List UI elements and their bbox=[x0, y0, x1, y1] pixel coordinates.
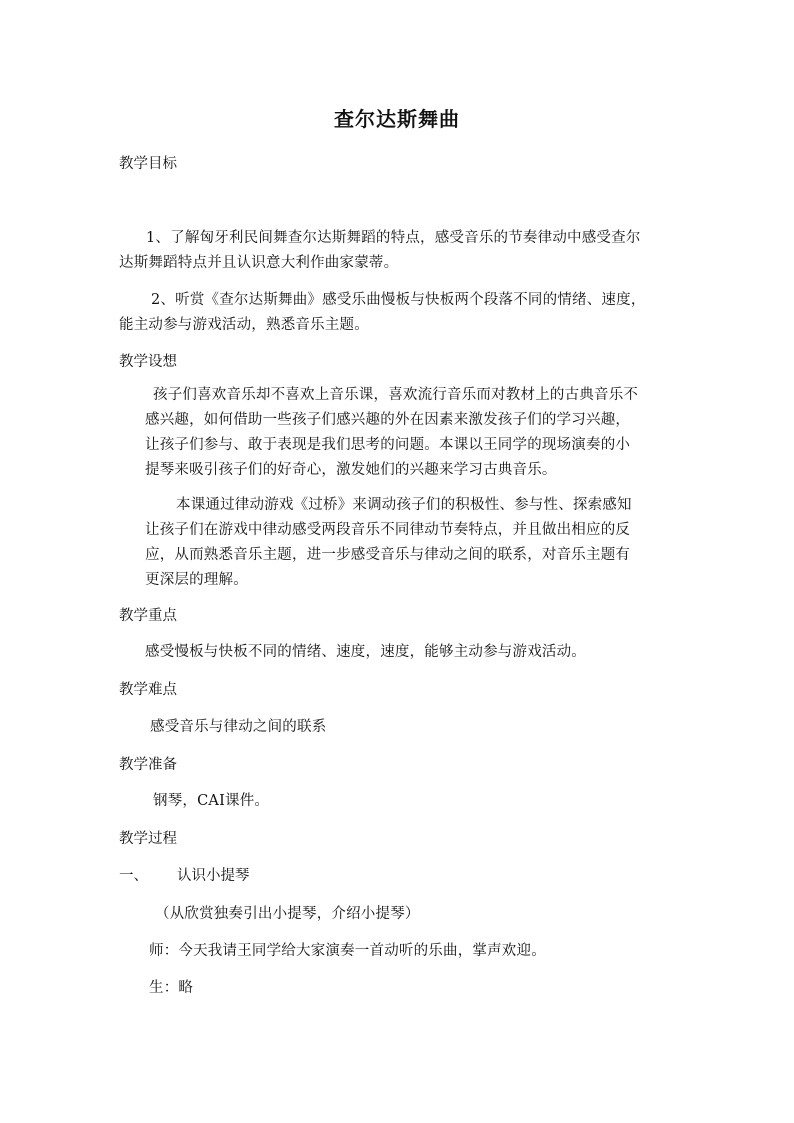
difficulties-text: 感受音乐与律动之间的联系 bbox=[150, 719, 327, 735]
process-teacher-line: 师：今天我请王同学给大家演奏一首动听的乐曲，掌声欢迎。 bbox=[149, 943, 546, 959]
difficulties-heading: 教学难点 bbox=[119, 682, 177, 698]
goals-paragraph-1-cont bbox=[119, 251, 398, 276]
concept-p2-line-3: 应，从而熟悉音乐主题，进一步感受音乐与律动之间的联系，对音乐主题有 bbox=[145, 547, 631, 563]
concept-paragraph-1 bbox=[153, 383, 638, 408]
process-student-line: 生：略 bbox=[149, 980, 194, 996]
goals-p2-line-2: 能主动参与游戏活动，熟悉音乐主题。 bbox=[119, 317, 369, 333]
goals-p1-line-1: 1、了解匈牙利民间舞查尔达斯舞蹈的特点，感受音乐的节奏律动中感受查尔 bbox=[146, 230, 641, 246]
concept-p2-line-1: 本课通过律动游戏《过桥》来调动孩子们的积极性、参与性、探索感知 bbox=[176, 497, 632, 513]
concept-paragraph-2-cont bbox=[145, 518, 630, 593]
key-points-heading: 教学重点 bbox=[119, 608, 177, 624]
concept-paragraph-1-cont bbox=[145, 408, 630, 483]
goals-paragraph-1 bbox=[146, 226, 641, 251]
concept-p1-line-4: 提琴来吸引孩子们的好奇心，激发她们的兴趣来学习古典音乐。 bbox=[145, 462, 557, 478]
process-step-1-title: 认识小提琴 bbox=[177, 868, 250, 884]
concept-p2-line-4: 更深层的理解。 bbox=[145, 572, 248, 588]
concept-paragraph-2 bbox=[176, 493, 632, 518]
process-note: （从欣赏独奏引出小提琴，介绍小提琴） bbox=[155, 906, 420, 922]
goals-p2-line-1: 2、听赏《查尔达斯舞曲》感受乐曲慢板与快板两个段落不同的情绪、速度， bbox=[151, 292, 646, 308]
preparation-heading: 教学准备 bbox=[119, 757, 177, 773]
goals-paragraph-2-cont bbox=[119, 313, 369, 338]
process-heading: 教学过程 bbox=[119, 831, 177, 847]
goals-heading: 教学目标 bbox=[119, 156, 177, 172]
concept-p1-line-3: 让孩子们参与、敢于表现是我们思考的问题。本课以王同学的现场演奏的小 bbox=[145, 437, 631, 453]
goals-p1-line-2: 达斯舞蹈特点并且认识意大利作曲家蒙蒂。 bbox=[119, 255, 399, 271]
preparation-text: 钢琴，CAI课件。 bbox=[153, 793, 270, 809]
document-title: 查尔达斯舞曲 bbox=[334, 107, 460, 131]
concept-p2-line-2: 让孩子们在游戏中律动感受两段音乐不同律动节奏特点，并且做出相应的反 bbox=[145, 522, 631, 538]
concept-p1-line-2: 感兴趣，如何借助一些孩子们感兴趣的外在因素来激发孩子们的学习兴趣， bbox=[145, 412, 631, 428]
concept-p1-line-1: 孩子们喜欢音乐却不喜欢上音乐课，喜欢流行音乐而对教材上的古典音乐不 bbox=[153, 387, 639, 403]
goals-paragraph-2 bbox=[151, 288, 646, 313]
key-points-text: 感受慢板与快板不同的情绪、速度，速度，能够主动参与游戏活动。 bbox=[145, 644, 586, 660]
concept-heading: 教学设想 bbox=[119, 354, 177, 370]
process-step-1-number: 一、 bbox=[119, 868, 148, 884]
